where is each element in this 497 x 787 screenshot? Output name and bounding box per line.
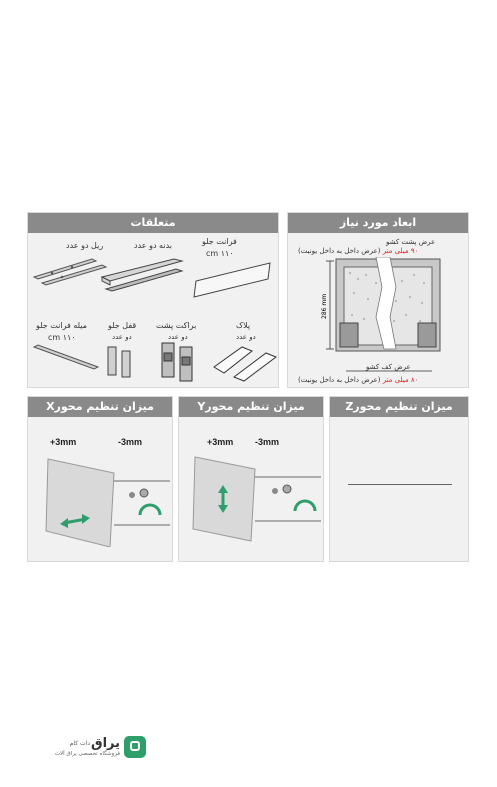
rod-size: ۱۱۰ cm <box>48 333 76 342</box>
bracket-count: دو عدد <box>168 333 188 341</box>
front-rod-image <box>32 343 102 373</box>
drawer-side-image <box>98 253 188 293</box>
rear-bracket-image <box>156 339 206 385</box>
axis-x-illustration <box>40 455 170 547</box>
brand-tagline: فروشگاه تخصصی یراق آلات <box>54 751 120 757</box>
plate-count: دو عدد <box>236 333 256 341</box>
bottom-formula <box>298 375 418 385</box>
dimensions-title: ابعاد مورد نیاز <box>288 213 468 233</box>
bottom-width-label: عرض کف کشو <box>366 363 411 371</box>
bottom-formula-red: ۸۰ میلی متر <box>382 376 419 384</box>
lock-count: دو عدد <box>112 333 132 341</box>
axis-y-panel <box>178 396 324 562</box>
brand-suffix: دات کام <box>69 740 90 747</box>
plates-image <box>212 339 278 383</box>
bracket-label: براکت پشت <box>156 321 197 330</box>
front-lock-image <box>104 341 144 381</box>
accessories-panel <box>27 212 279 388</box>
accessories-title: متعلقات <box>28 213 278 233</box>
side-label: بدنه دو عدد <box>134 241 172 250</box>
axis-x-title: میزان تنظیم محورX <box>28 397 172 417</box>
top-width-label: عرض پشت کشو <box>386 238 436 246</box>
axis-y-minus: -3mm <box>255 437 280 447</box>
axis-y-illustration <box>191 455 321 547</box>
axis-y-plus: +3mm <box>207 437 234 447</box>
front-size: ۱۱۰ cm <box>206 249 234 258</box>
axis-z-title: میزان تنظیم محورZ <box>330 397 468 417</box>
brand-logo <box>36 736 146 760</box>
top-formula-black: (عرض داخل به داخل یونیت) <box>298 247 381 255</box>
lock-label: قفل جلو <box>108 321 137 330</box>
bottom-formula-black: (عرض داخل به داخل یونیت) <box>298 376 381 384</box>
axis-y-title: میزان تنظیم محورY <box>179 397 323 417</box>
height-dimension: 286 mm <box>321 293 328 319</box>
top-formula <box>298 246 418 256</box>
brand-icon <box>124 736 146 758</box>
axis-z-line <box>348 484 452 485</box>
plate-label: پلاک <box>236 321 251 330</box>
rod-label: میله فرانت جلو <box>36 321 87 330</box>
front-label: فرانت جلو <box>202 237 237 246</box>
front-profile-image <box>188 257 276 301</box>
axis-x-panel <box>27 396 173 562</box>
brand-name: یراق <box>90 736 120 751</box>
axis-z-panel <box>329 396 469 562</box>
axis-x-plus: +3mm <box>50 437 77 447</box>
rail-label: ریل دو عدد <box>66 241 104 250</box>
top-formula-red: ۹۰ میلی متر <box>382 247 419 255</box>
dimensions-panel <box>287 212 469 388</box>
axis-x-minus: -3mm <box>118 437 143 447</box>
